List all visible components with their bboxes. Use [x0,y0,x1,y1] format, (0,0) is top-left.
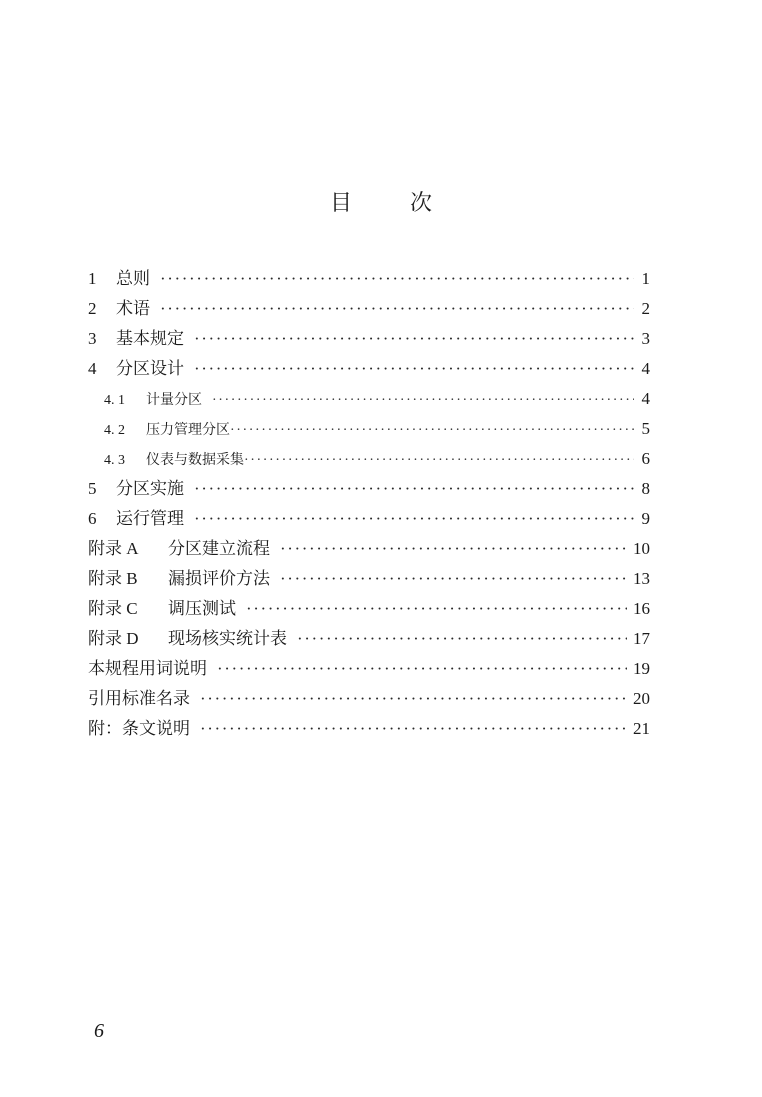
toc-entry[interactable] [88,354,650,384]
toc-entry[interactable] [88,654,650,684]
toc-entry-page: 16 [633,599,650,618]
toc-entry-page: 20 [633,689,650,708]
toc-entry[interactable] [88,474,650,504]
toc-entry-page: 2 [641,299,650,318]
toc-entry[interactable] [88,324,650,354]
toc-subentry[interactable] [88,414,650,444]
toc-entry-label: 分区设计 [116,359,184,379]
toc-entry-label: 附：条文说明 [88,719,190,739]
toc-entry-label: 本规程用词说明 [88,659,207,679]
toc-entry[interactable] [88,684,650,714]
table-of-contents [88,264,650,744]
toc-entry-number: 4. 1 [104,393,125,408]
title-part-1: 目 [329,191,352,216]
toc-entry-label: 引用标准名录 [88,689,190,709]
page-number: 6 [94,1020,104,1042]
toc-entry-page: 9 [641,509,650,528]
toc-leader-dots [246,594,627,624]
toc-entry-page: 5 [641,419,650,438]
toc-leader-dots [194,504,634,534]
toc-leader-dots [200,684,627,714]
toc-entry[interactable] [88,504,650,534]
toc-entry-label: 调压测试 [168,599,236,619]
toc-appendix-entry[interactable] [88,594,650,624]
toc-leader-dots [194,354,634,384]
toc-appendix-entry[interactable] [88,624,650,654]
toc-leader-dots [212,386,634,416]
toc-leader-dots [194,324,634,354]
toc-entry[interactable] [88,264,650,294]
toc-entry-label: 仪表与数据采集 [146,452,244,468]
toc-entry-label: 运行管理 [116,509,184,529]
title-part-2: 次 [410,191,433,216]
toc-entry-label: 计量分区 [146,392,202,408]
toc-entry-page: 4 [641,389,650,408]
toc-appendix-entry[interactable] [88,564,650,594]
toc-entry-number: 附录 D [88,629,139,648]
toc-entry-number: 1 [88,269,97,288]
toc-entry-label: 现场核实统计表 [168,629,287,649]
toc-leader-dots [160,264,634,294]
toc-entry-number: 5 [88,479,97,498]
toc-entry-label: 术语 [116,299,150,319]
toc-entry-page: 4 [641,359,650,378]
toc-appendix-entry[interactable] [88,534,650,564]
toc-entry-label: 漏损评价方法 [168,569,270,589]
toc-entry-number: 4. 2 [104,423,125,438]
toc-entry-number: 2 [88,299,97,318]
toc-entry-label: 基本规定 [116,329,184,349]
toc-subentry[interactable] [88,384,650,414]
toc-entry-number: 3 [88,329,97,348]
toc-entry-page: 8 [641,479,650,498]
toc-entry-number: 附录 A [88,539,139,558]
toc-entry[interactable] [88,294,650,324]
toc-entry-label: 总则 [116,269,150,289]
toc-entry-page: 6 [641,449,650,468]
toc-entry-number: 4 [88,359,97,378]
toc-entry-page: 3 [641,329,650,348]
toc-leader-dots [244,446,634,476]
toc-leader-dots [194,474,634,504]
toc-leader-dots [280,534,627,564]
toc-entry[interactable] [88,714,650,744]
toc-entry-page: 19 [633,659,650,678]
toc-entry-number: 4. 3 [104,453,125,468]
toc-entry-page: 13 [633,569,650,588]
toc-leader-dots [160,294,634,324]
toc-entry-page: 1 [641,269,650,288]
toc-leader-dots [217,654,627,684]
toc-entry-page: 17 [633,629,650,648]
toc-entry-label: 分区实施 [116,479,184,499]
toc-entry-number: 6 [88,509,97,528]
toc-entry-number: 附录 C [88,599,138,618]
toc-leader-dots [297,624,627,654]
toc-entry-label: 压力管理分区 [146,422,230,438]
toc-leader-dots [230,416,634,446]
toc-leader-dots [280,564,627,594]
toc-subentry[interactable] [88,444,650,474]
toc-entry-page: 21 [633,719,650,738]
toc-leader-dots [200,714,627,744]
toc-entry-label: 分区建立流程 [168,539,270,559]
toc-entry-number: 附录 B [88,569,138,588]
toc-entry-page: 10 [633,539,650,558]
page-title [0,188,762,220]
